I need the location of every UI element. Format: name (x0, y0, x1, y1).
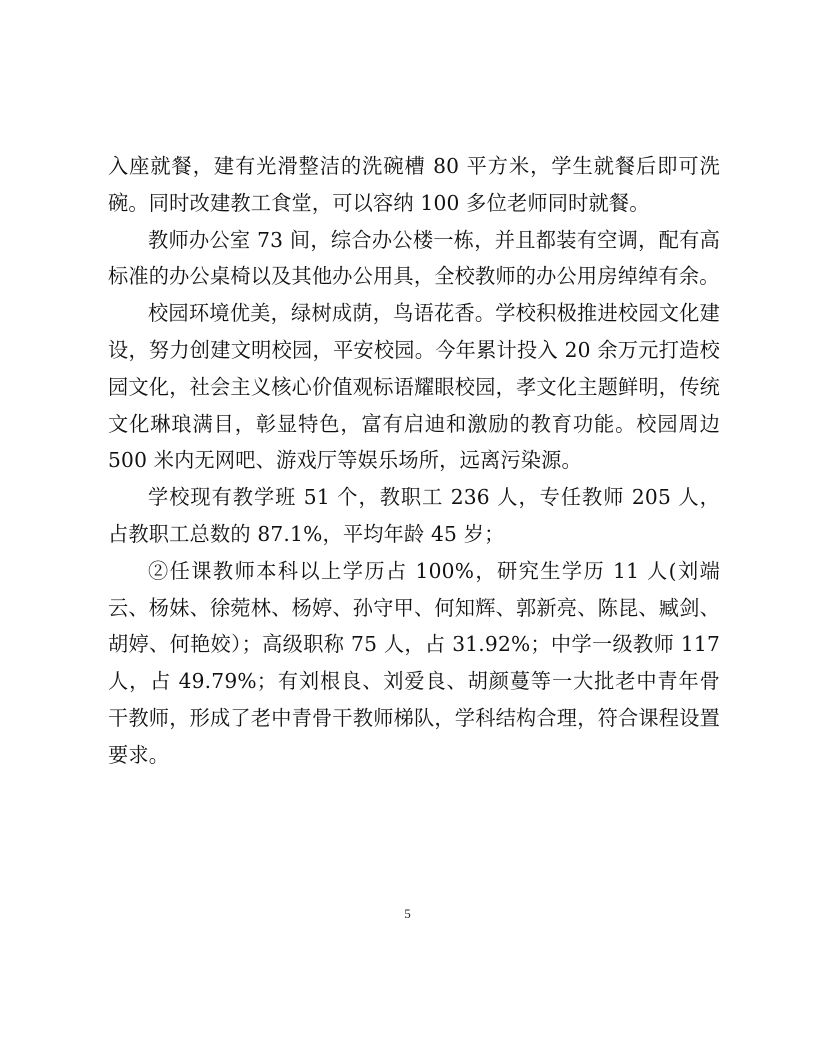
paragraph-offices: 教师办公室 73 间，综合办公楼一栋，并且都装有空调，配有高标准的办公桌椅以及其他办公用具，全校教师的办公用房绰绰有余。 (108, 227, 720, 289)
paragraph-teacher-qualifications: ②任课教师本科以上学历占 100%，研究生学历 11 人(刘端云、杨妹、徐菀林、杨婷、孙守甲、何知辉、郭新亮、陈昆、臧剑、胡婷、何艳姣）；高级职称 75 人，占 31.92%；中学一级教师 117 人，占 49.79%；有刘根良、刘爱良、胡颜蔓等一大批老中青年骨干教师，形成了老中青骨干教师梯队，学科结构合理，符合课程设置要求。 (108, 558, 720, 767)
body-text (108, 148, 720, 774)
page-number: 5 (404, 906, 411, 921)
paragraph-campus-environment: 校园环境优美，绿树成荫，鸟语花香。学校积极推进校园文化建设，努力创建文明校园，平安校园。今年累计投入 20 余万元打造校园文化，社会主义核心价值观标语耀眼校园，孝文化主题鲜明，传统文化琳琅满目，彰显特色，富有启迪和激励的教育功能。校园周边 500 米内无网吧、游戏厅等娱乐场所，远离污染源。 (108, 301, 720, 473)
paragraph-staff-overview: 学校现有教学班 51 个，教职工 236 人，专任教师 205 人，占教职工总数的 87.1%，平均年龄 45 岁； (108, 485, 720, 546)
paragraph-dining: 入座就餐，建有光滑整洁的洗碗槽 80 平方米，学生就餐后即可洗碗。同时改建教工食堂，可以容纳 100 多位老师同时就餐。 (108, 154, 720, 215)
